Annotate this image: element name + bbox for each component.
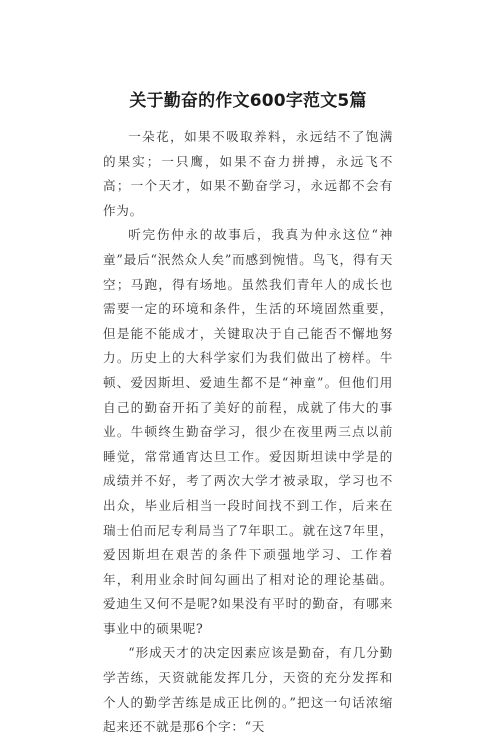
paragraph-1: 一朵花，如果不吸取养料，永远结不了饱满的果实；一只鹰，如果不奋力拼搏，永远飞不高；一个天才，如果不勤奋学习，永远都不会有作为。 <box>103 129 393 218</box>
paragraph-2: 听完伤仲永的故事后，我真为仲永这位“神童”最后“泯然众人矣”而感到惋惜。鸟飞，得有天空；马跑，得有场地。虽然我们青年人的成长也需要一定的环境和条件，生活的环境固然重要，但是能不能成才，关键取决于自己能否不懈地努力。历史上的大科学家们为我们做出了榜样。牛顿、爱因斯坦、爱迪生都不是“神童”。但他们用自己的勤奋开拓了美好的前程，成就了伟大的事业。牛顿终生勤奋学习，很少在夜里两三点以前睡觉，常常通宵达旦工作。爱因斯坦读中学是的成绩并不好，考了两次大学才被录取，学习也不出众，毕业后相当一段时间找不到工作，后来在瑞士伯而尼专利局当了7年职工。就在这7年里，爱因斯坦在艰苦的条件下顽强地学习、工作着年，利用业余时间勾画出了相对论的理论基础。爱迪生又何不是呢?如果没有平时的勤奋，有哪来事业中的硕果呢? <box>103 227 393 636</box>
paragraph-3: “形成天才的决定因素应该是勤奋，有几分勤学苦练，天资就能发挥几分，天资的充分发挥和个人的勤学苦练是成正比例的。”把这一句话浓缩起来还不就是那6个字：“天 <box>103 645 393 735</box>
document-title: 关于勤奋的作文600字范文5篇 <box>129 91 367 111</box>
document-body <box>103 125 393 740</box>
